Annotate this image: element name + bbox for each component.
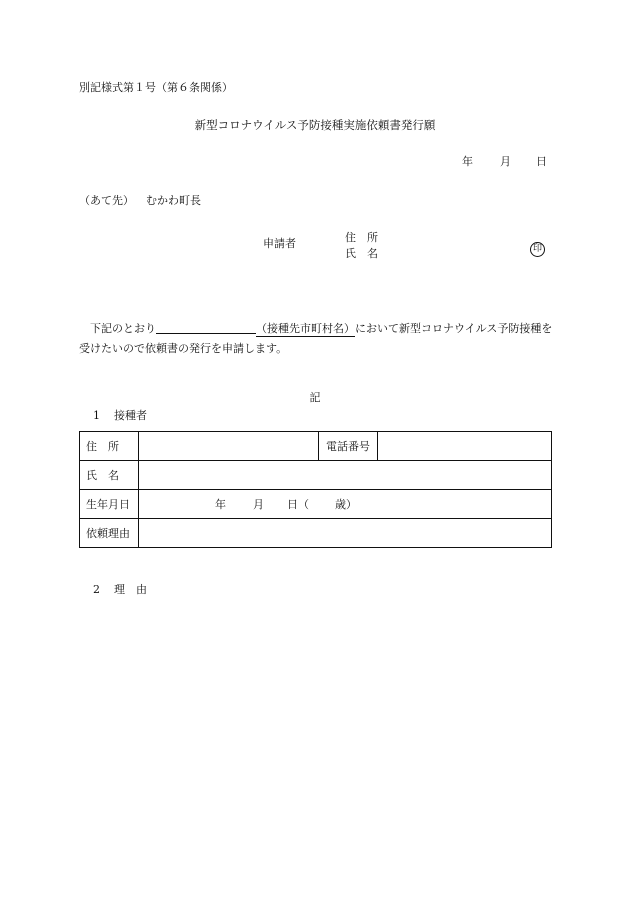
seal-mark: 印 bbox=[530, 242, 545, 257]
name-value[interactable] bbox=[139, 461, 552, 490]
form-number: 別記様式第１号（第６条関係） bbox=[79, 81, 233, 94]
request-text-before: 下記のとおり bbox=[90, 322, 156, 335]
phone-value[interactable] bbox=[378, 432, 552, 461]
applicant-address-label: 住 所 bbox=[345, 231, 378, 244]
applicant-fields bbox=[345, 230, 378, 262]
birth-year-unit: 年 bbox=[215, 498, 226, 511]
section-1-number: 1 bbox=[93, 409, 100, 422]
table-row-name bbox=[80, 461, 552, 490]
name-label: 氏 名 bbox=[80, 461, 139, 490]
table-row-address bbox=[80, 432, 552, 461]
applicant-name-label: 氏 名 bbox=[345, 247, 378, 260]
birth-age-unit: 歳） bbox=[335, 498, 357, 511]
address-value[interactable] bbox=[139, 432, 319, 461]
addressee bbox=[79, 195, 201, 206]
section-1-heading bbox=[93, 410, 147, 421]
ki-heading: 記 bbox=[309, 391, 321, 404]
applicant-label: 申請者 bbox=[263, 237, 296, 250]
section-2-number: 2 bbox=[93, 583, 100, 596]
date-year: 年 bbox=[462, 155, 473, 168]
birth-day-unit: 日（ bbox=[287, 498, 309, 511]
table-row-reason bbox=[80, 519, 552, 548]
table-row-birthdate bbox=[80, 490, 552, 519]
phone-label: 電話番号 bbox=[319, 432, 378, 461]
municipality-placeholder: （接種先市町村名） bbox=[256, 322, 355, 335]
birthdate-value[interactable] bbox=[139, 490, 552, 519]
request-text-after: において新型コロナウイルス予防接種を受けたいので依頼書の発行を申請します。 bbox=[79, 322, 553, 355]
address-label: 住 所 bbox=[80, 432, 139, 461]
document-title: 新型コロナウイルス予防接種実施依頼書発行願 bbox=[194, 118, 436, 132]
birth-month-unit: 月 bbox=[253, 498, 264, 511]
date-month: 月 bbox=[500, 155, 511, 168]
recipient-table bbox=[79, 431, 552, 548]
section-2-title: 理 由 bbox=[114, 583, 147, 596]
municipality-blank bbox=[156, 321, 256, 334]
addressee-name: むかわ町長 bbox=[146, 194, 201, 207]
reason-label: 依頼理由 bbox=[80, 519, 139, 548]
addressee-label: （あて先） bbox=[79, 194, 134, 207]
section-2-heading bbox=[93, 584, 147, 595]
birthdate-label: 生年月日 bbox=[80, 490, 139, 519]
date-day: 日 bbox=[536, 155, 547, 168]
request-text bbox=[79, 319, 559, 359]
section-1-title: 接種者 bbox=[114, 409, 147, 422]
reason-value[interactable] bbox=[139, 519, 552, 548]
